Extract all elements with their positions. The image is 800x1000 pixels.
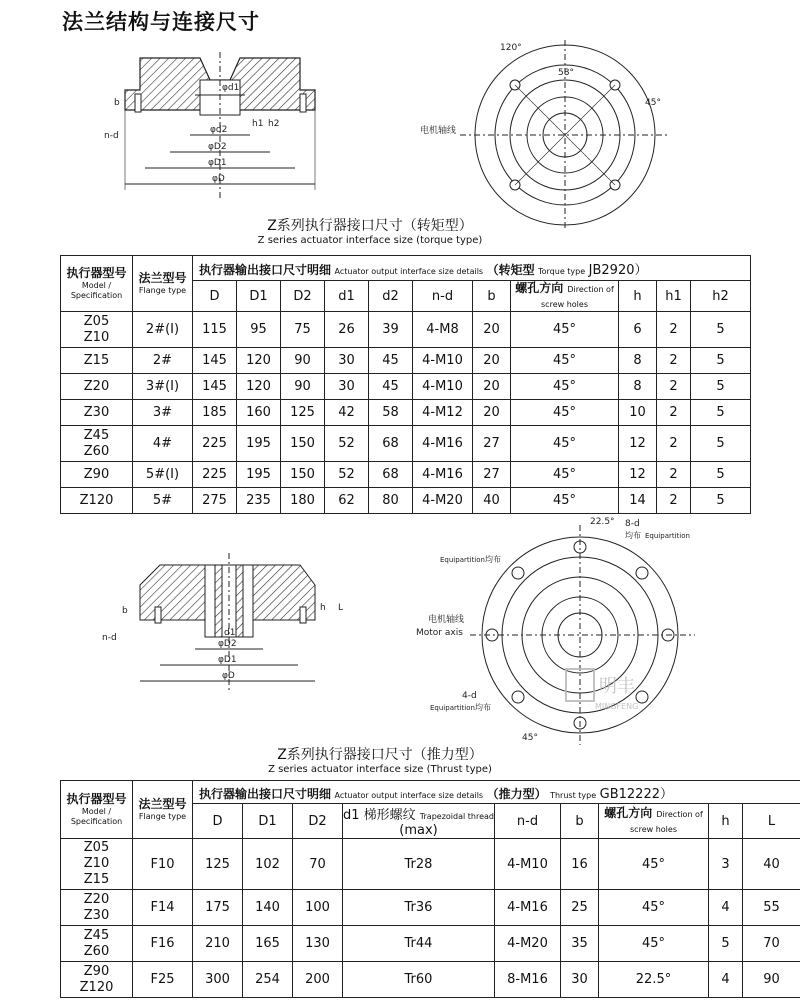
- value-cell: 4-M10: [413, 374, 473, 400]
- value-cell: 45°: [599, 926, 709, 962]
- value-cell: 200: [293, 962, 343, 998]
- model-cell: Z45 Z60: [61, 926, 133, 962]
- value-cell: 5: [709, 926, 743, 962]
- table-row: [61, 890, 800, 926]
- value-cell: 14: [619, 488, 657, 514]
- value-cell: 254: [243, 962, 293, 998]
- torque-header-detail: 执行器输出接口尺寸明细 Actuator output interface size details （转矩型 Torque type JB2920）: [193, 256, 751, 281]
- torque-col-header: D2: [281, 281, 325, 312]
- label-thrust-h: h: [320, 603, 326, 613]
- label-thrust-8d-cn: 均布: [625, 531, 641, 540]
- value-cell: 4-M10: [413, 348, 473, 374]
- value-cell: 10: [619, 400, 657, 426]
- label-torque-h1: h1: [252, 119, 264, 129]
- torque-col-header: h: [619, 281, 657, 312]
- flange-cell: F10: [133, 839, 193, 890]
- thrust-caption: [240, 744, 520, 775]
- label-thrust-22deg: 22.5°: [590, 517, 615, 527]
- value-cell: 8: [619, 348, 657, 374]
- value-cell: 125: [281, 400, 325, 426]
- thrust-header-detail: 执行器输出接口尺寸明细 Actuator output interface size details （推力型） Thrust type GB12222）: [193, 781, 800, 804]
- value-cell: 35: [561, 926, 599, 962]
- value-cell: 150: [281, 462, 325, 488]
- value-cell: 102: [243, 839, 293, 890]
- value-cell: 4-M16: [495, 890, 561, 926]
- table-row: [61, 374, 751, 400]
- value-cell: 75: [281, 312, 325, 348]
- value-cell: 62: [325, 488, 369, 514]
- flange-cell: 2#(I): [133, 312, 193, 348]
- value-cell: 2: [657, 426, 691, 462]
- torque-col-header: 螺孔方向 Direction of screw holes: [511, 281, 619, 312]
- torque-table: [60, 255, 751, 514]
- label-thrust-nd: n-d: [102, 633, 117, 643]
- label-torque-nd: n-d: [104, 131, 119, 141]
- torque-caption-en: Z series actuator interface size (torque type): [257, 235, 483, 246]
- label-torque-58deg: 58°: [558, 68, 574, 78]
- label-thrust-d1: d1: [224, 628, 236, 638]
- value-cell: 2: [657, 312, 691, 348]
- value-cell: 4-M16: [413, 462, 473, 488]
- table-row: [61, 426, 751, 462]
- label-thrust-D2: φD2: [218, 639, 237, 649]
- torque-col-header: d1: [325, 281, 369, 312]
- thrust-col-header: L: [743, 804, 800, 839]
- value-cell: 2: [657, 400, 691, 426]
- value-cell: 45°: [511, 312, 619, 348]
- value-cell: 120: [237, 348, 281, 374]
- label-torque-D2: φD2: [208, 142, 227, 152]
- label-torque-120deg: 120°: [500, 43, 522, 53]
- value-cell: 80: [369, 488, 413, 514]
- value-cell: 225: [193, 462, 237, 488]
- value-cell: 20: [473, 374, 511, 400]
- value-cell: 25: [561, 890, 599, 926]
- value-cell: 45°: [511, 462, 619, 488]
- value-cell: Tr28: [343, 839, 495, 890]
- value-cell: 140: [243, 890, 293, 926]
- value-cell: 45°: [511, 400, 619, 426]
- value-cell: 125: [193, 839, 243, 890]
- label-torque-45deg: 45°: [645, 98, 661, 108]
- watermark-en: MINGFENG: [595, 702, 639, 711]
- flange-cell: F14: [133, 890, 193, 926]
- flange-cell: 3#: [133, 400, 193, 426]
- value-cell: 300: [193, 962, 243, 998]
- torque-caption-cn: Z系列执行器接口尺寸（转矩型）: [267, 218, 473, 234]
- torque-header-flange: 法兰型号 Flange type: [133, 256, 193, 312]
- value-cell: 130: [293, 926, 343, 962]
- flange-cell: 3#(I): [133, 374, 193, 400]
- flange-cell: F16: [133, 926, 193, 962]
- value-cell: 52: [325, 426, 369, 462]
- label-thrust-L: L: [338, 603, 344, 613]
- thrust-col-header: D1: [243, 804, 293, 839]
- table-row: [61, 462, 751, 488]
- model-cell: Z20 Z30: [61, 890, 133, 926]
- torque-col-header: D: [193, 281, 237, 312]
- thrust-table: [60, 780, 800, 998]
- model-cell: Z120: [61, 488, 133, 514]
- value-cell: 58: [369, 400, 413, 426]
- value-cell: 30: [325, 348, 369, 374]
- value-cell: 52: [325, 462, 369, 488]
- table-row: [61, 312, 751, 348]
- value-cell: Tr44: [343, 926, 495, 962]
- value-cell: 3: [709, 839, 743, 890]
- thrust-flange-top-view: [400, 510, 700, 750]
- torque-col-header: D1: [237, 281, 281, 312]
- value-cell: 4-M20: [413, 488, 473, 514]
- value-cell: 45°: [599, 890, 709, 926]
- label-thrust-D: φD: [222, 671, 235, 681]
- value-cell: 42: [325, 400, 369, 426]
- model-cell: Z05 Z10: [61, 312, 133, 348]
- value-cell: 8: [619, 374, 657, 400]
- table-row: [61, 839, 800, 890]
- value-cell: 45: [369, 374, 413, 400]
- value-cell: 185: [193, 400, 237, 426]
- value-cell: 210: [193, 926, 243, 962]
- value-cell: 175: [193, 890, 243, 926]
- label-torque-D1: φD1: [208, 158, 227, 168]
- thrust-flange-section-drawing: [100, 545, 360, 695]
- value-cell: 115: [193, 312, 237, 348]
- value-cell: 26: [325, 312, 369, 348]
- table-row: [61, 400, 751, 426]
- value-cell: 5: [691, 312, 751, 348]
- label-thrust-4d-en: Equipartition: [430, 704, 475, 712]
- value-cell: 150: [281, 426, 325, 462]
- value-cell: 4-M12: [413, 400, 473, 426]
- value-cell: 45°: [511, 374, 619, 400]
- thrust-header-model: 执行器型号 Model / Specification: [61, 781, 133, 839]
- torque-col-header: d2: [369, 281, 413, 312]
- flange-cell: 5#(I): [133, 462, 193, 488]
- value-cell: 30: [325, 374, 369, 400]
- value-cell: 27: [473, 426, 511, 462]
- label-torque-d2: φd2: [210, 125, 228, 135]
- value-cell: 95: [237, 312, 281, 348]
- value-cell: 45°: [511, 348, 619, 374]
- value-cell: 20: [473, 312, 511, 348]
- value-cell: 22.5°: [599, 962, 709, 998]
- model-cell: Z15: [61, 348, 133, 374]
- thrust-col-header: h: [709, 804, 743, 839]
- label-torque-d1: φd1: [222, 83, 240, 93]
- torque-col-header: h2: [691, 281, 751, 312]
- value-cell: 180: [281, 488, 325, 514]
- value-cell: 5: [691, 462, 751, 488]
- value-cell: 90: [743, 962, 800, 998]
- value-cell: 20: [473, 400, 511, 426]
- value-cell: 40: [473, 488, 511, 514]
- model-cell: Z05 Z10 Z15: [61, 839, 133, 890]
- table-row: [61, 962, 800, 998]
- value-cell: 70: [743, 926, 800, 962]
- torque-col-header: n-d: [413, 281, 473, 312]
- label-thrust-b: b: [122, 606, 128, 616]
- label-torque-motor-axis: 电机轴线: [420, 126, 457, 136]
- torque-col-header: b: [473, 281, 511, 312]
- label-torque-h2: h2: [268, 119, 280, 129]
- value-cell: Tr36: [343, 890, 495, 926]
- value-cell: Tr60: [343, 962, 495, 998]
- value-cell: 45: [369, 348, 413, 374]
- label-thrust-equip-en: Equipartition: [440, 556, 485, 564]
- value-cell: 160: [237, 400, 281, 426]
- value-cell: 70: [293, 839, 343, 890]
- value-cell: 12: [619, 462, 657, 488]
- label-thrust-motor-axis-cn: 电机轴线: [428, 615, 465, 625]
- flange-cell: F25: [133, 962, 193, 998]
- value-cell: 2: [657, 462, 691, 488]
- table-row: [61, 926, 800, 962]
- value-cell: 68: [369, 426, 413, 462]
- value-cell: 120: [237, 374, 281, 400]
- label-thrust-45deg: 45°: [522, 733, 538, 743]
- value-cell: 195: [237, 462, 281, 488]
- label-thrust-8d: 8-d: [625, 519, 640, 529]
- value-cell: 4: [709, 962, 743, 998]
- value-cell: 275: [193, 488, 237, 514]
- label-thrust-8d-en: Equipartition: [645, 532, 690, 540]
- value-cell: 5: [691, 488, 751, 514]
- value-cell: 16: [561, 839, 599, 890]
- thrust-col-header: b: [561, 804, 599, 839]
- torque-col-header: h1: [657, 281, 691, 312]
- value-cell: 100: [293, 890, 343, 926]
- value-cell: 90: [281, 348, 325, 374]
- value-cell: 6: [619, 312, 657, 348]
- value-cell: 8-M16: [495, 962, 561, 998]
- thrust-col-header: n-d: [495, 804, 561, 839]
- table-row: [61, 348, 751, 374]
- flange-cell: 4#: [133, 426, 193, 462]
- value-cell: 4: [709, 890, 743, 926]
- value-cell: 4-M16: [413, 426, 473, 462]
- label-torque-D: φD: [212, 174, 225, 184]
- value-cell: 4-M20: [495, 926, 561, 962]
- thrust-caption-en: Z series actuator interface size (Thrust type): [268, 764, 492, 775]
- value-cell: 90: [281, 374, 325, 400]
- value-cell: 5: [691, 374, 751, 400]
- value-cell: 235: [237, 488, 281, 514]
- value-cell: 4-M8: [413, 312, 473, 348]
- thrust-col-header: D2: [293, 804, 343, 839]
- label-torque-b: b: [114, 98, 120, 108]
- value-cell: 145: [193, 374, 237, 400]
- value-cell: 2: [657, 374, 691, 400]
- value-cell: 195: [237, 426, 281, 462]
- flange-cell: 2#: [133, 348, 193, 374]
- value-cell: 27: [473, 462, 511, 488]
- value-cell: 39: [369, 312, 413, 348]
- value-cell: 5: [691, 400, 751, 426]
- label-thrust-motor-axis-en: Motor axis: [416, 628, 463, 638]
- thrust-col-header: 螺孔方向 Direction of screw holes: [599, 804, 709, 839]
- value-cell: 45°: [511, 426, 619, 462]
- thrust-col-header: D: [193, 804, 243, 839]
- value-cell: 40: [743, 839, 800, 890]
- label-thrust-equip-cn: 均布: [485, 555, 501, 564]
- torque-caption: [230, 215, 510, 246]
- label-thrust-D1: φD1: [218, 655, 237, 665]
- thrust-col-header: d1 梯形螺纹 Trapezoidal thread (max): [343, 804, 495, 839]
- model-cell: Z45 Z60: [61, 426, 133, 462]
- value-cell: 68: [369, 462, 413, 488]
- model-cell: Z20: [61, 374, 133, 400]
- value-cell: 225: [193, 426, 237, 462]
- value-cell: 30: [561, 962, 599, 998]
- watermark-cn: 明丰: [599, 676, 635, 697]
- value-cell: 12: [619, 426, 657, 462]
- value-cell: 2: [657, 348, 691, 374]
- label-thrust-4d-cn: 均布: [475, 703, 491, 712]
- thrust-header-flange: 法兰型号 Flange type: [133, 781, 193, 839]
- torque-header-model: 执行器型号 Model / Specification: [61, 256, 133, 312]
- value-cell: 20: [473, 348, 511, 374]
- torque-flange-top-view: [420, 30, 680, 230]
- value-cell: 55: [743, 890, 800, 926]
- thrust-caption-cn: Z系列执行器接口尺寸（推力型）: [277, 747, 483, 763]
- model-cell: Z90: [61, 462, 133, 488]
- watermark-logo: [565, 668, 638, 711]
- value-cell: 4-M10: [495, 839, 561, 890]
- value-cell: 2: [657, 488, 691, 514]
- value-cell: 165: [243, 926, 293, 962]
- value-cell: 45°: [511, 488, 619, 514]
- flange-cell: 5#: [133, 488, 193, 514]
- page-title: 法兰结构与连接尺寸: [62, 10, 260, 34]
- value-cell: 45°: [599, 839, 709, 890]
- model-cell: Z90 Z120: [61, 962, 133, 998]
- value-cell: 5: [691, 348, 751, 374]
- model-cell: Z30: [61, 400, 133, 426]
- value-cell: 145: [193, 348, 237, 374]
- torque-flange-section-drawing: [100, 50, 340, 200]
- value-cell: 5: [691, 426, 751, 462]
- label-thrust-4d: 4-d: [462, 691, 477, 701]
